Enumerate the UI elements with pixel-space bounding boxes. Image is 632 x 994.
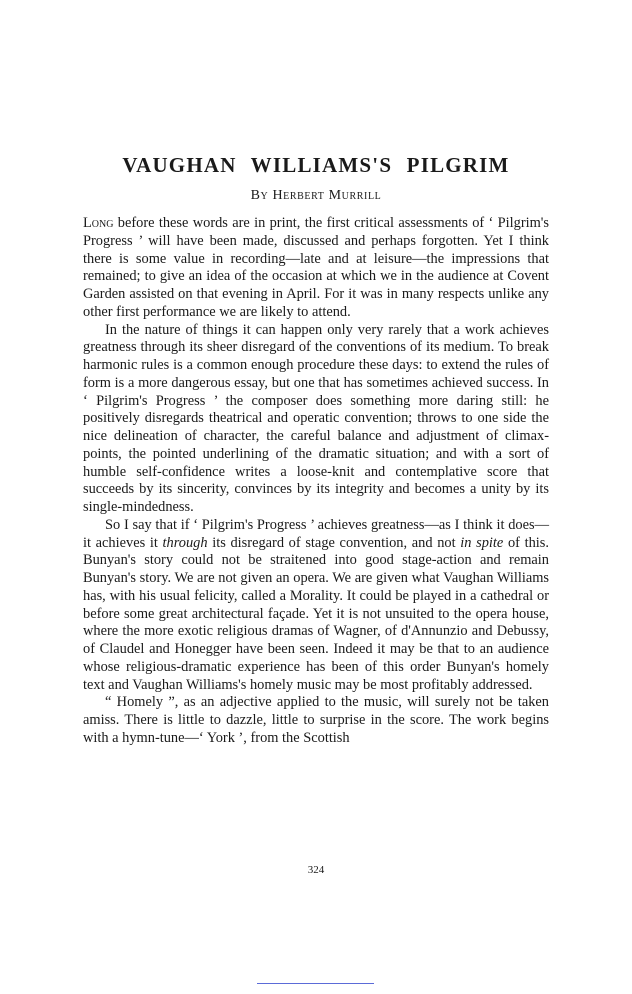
page-number: 324	[307, 864, 325, 876]
paragraph-3-text-b: its disregard of stage convention, and not	[207, 534, 461, 551]
paragraph-1-text: before these words are in print, the first critical assessments of ‘ Pilgrim's Progress ’ will have been made, discussed and perhaps forgotten. Yet I think there is some value in recording—late and at leisure—the impressions that remained; to give an idea of the occasion at which we in the audience at Covent Garden assisted on that evening in April. For it was in many respects unlike any other first performance we are likely to attend.	[83, 215, 549, 320]
paragraph-1	[83, 215, 549, 322]
paragraph-1-lead: Long	[83, 215, 114, 231]
article-body	[83, 215, 549, 748]
paragraph-4: “ Homely ”, as an adjective applied to the music, will surely not be taken amiss. There is little to dazzle, little to surprise in the score. The work begins with a hymn-tune—‘ York ’, from the Scottish	[83, 694, 549, 746]
article-byline: By Herbert Murrill	[250, 188, 382, 203]
paragraph-3-italic-through: through	[162, 534, 208, 551]
paragraph-3-text-c: of this. Bunyan's story could not be straitened into good stage-action and remain Bunyan's story. We are not given an opera. We are given what Vaughan Williams has, with his usual felicity, called a Morality. It could be played in a cathedral or before some great architectural façade. Yet it is not unsuited to the opera house, where the more exotic religious dramas of Wagner, of d'Annunzio and Debussy, of Claudel and Honegger have been seen. Indeed it may be that to an audience whose religious-dramatic experience has been of this order Bunyan's homely text and Vaughan Williams's homely music may be most profitably addressed.	[83, 534, 549, 693]
paragraph-3-text-a: So I say that if ‘ Pilgrim's Progress ’ achieves greatness—as I think it does—it achieves it	[83, 516, 549, 551]
paragraph-2: In the nature of things it can happen only very rarely that a work achieves greatness through its sheer disregard of the conventions of its medium. To break harmonic rules is a common enough procedure these days: to extend the rules of form is a more dangerous essay, but one that has sometimes achieved success. In ‘ Pilgrim's Progress ’ the composer does something more daring still: he positively disregards theatrical and operatic convention; throws to one side the nice delineation of character, the careful balance and adjustment of climax-points, the pointed underlining of the dramatic situation; and with a sort of humble self-confidence writes a loose-knit and contemplative score that succeeds by its sincerity, convinces by its integrity and becomes a unity by its single-mindedness.	[83, 321, 549, 515]
paragraph-3-italic-in-spite: in spite	[460, 534, 504, 551]
footer-rule	[257, 983, 374, 984]
paragraph-3	[83, 517, 549, 695]
article-title: VAUGHAN WILLIAMS'S PILGRIM	[122, 153, 510, 177]
